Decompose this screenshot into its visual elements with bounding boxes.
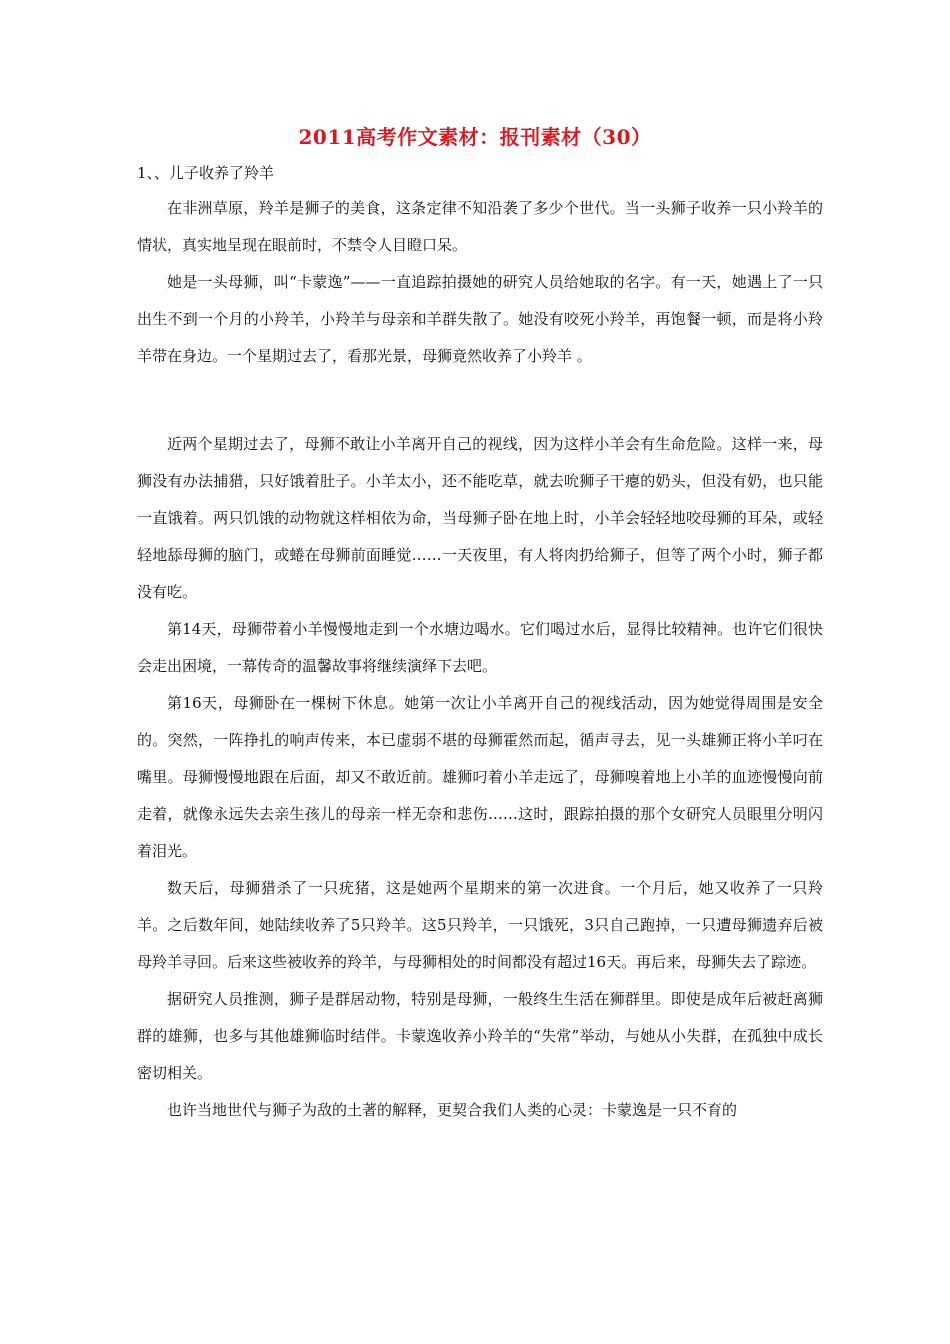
paragraph: 也许当地世代与狮子为敌的土著的解释，更契合我们人类的心灵：卡蒙逸是一只不育的 (167, 1101, 738, 1119)
section-heading: 1、、儿子收养了羚羊 (137, 164, 275, 182)
paragraph-block-1 (137, 190, 823, 375)
paragraph: 数天后，母狮猎杀了一只疣猪，这是她两个星期来的第一次进食。一个月后，她又收养了一只羚羊。之后数年间，她陆续收养了5只羚羊。这5只羚羊，一只饿死，3只自己跑掉，一只遭母狮遗弃后被母羚羊寻回。后来这些被收养的羚羊，与母狮相处的时间都没有超过16天。再后来，母狮失去了踪迹。 (137, 879, 823, 971)
paragraph: 她是一头母狮，叫“卡蒙逸”——一直追踪拍摄她的研究人员给她取的名字。有一天，她遇上了一只出生不到一个月的小羚羊，小羚羊与母亲和羊群失散了。她没有咬死小羚羊，再饱餐一顿，而是将小羚羊带在身边。一个星期过去了，看那光景，母狮竟然收养了小羚羊 。 (137, 273, 823, 365)
document-title: 2011高考作文素材：报刊素材（30） (298, 125, 652, 149)
paragraph-block-2 (137, 426, 823, 1129)
paragraph: 第14天，母狮带着小羊慢慢地走到一个水塘边喝水。它们喝过水后，显得比较精神。也许它们很快会走出困境，一幕传奇的温馨故事将继续演绎下去吧。 (137, 620, 823, 675)
paragraph: 据研究人员推测，狮子是群居动物，特别是母狮，一般终生生活在狮群里。即使是成年后被赶离狮群的雄狮，也多与其他雄狮临时结伴。卡蒙逸收养小羚羊的“失常”举动，与她从小失群，在孤独中成长密切相关。 (137, 990, 823, 1082)
paragraph: 第16天，母狮卧在一棵树下休息。她第一次让小羊离开自己的视线活动，因为她觉得周围是安全的。突然，一阵挣扎的响声传来，本已虚弱不堪的母狮霍然而起，循声寻去，见一头雄狮正将小羊叼在嘴里。母狮慢慢地跟在后面，却又不敢近前。雄狮叼着小羊走远了，母狮嗅着地上小羊的血迹慢慢向前走着，就像永远失去亲生孩儿的母亲一样无奈和悲伤……这时，跟踪拍摄的那个女研究人员眼里分明闪着泪光。 (137, 694, 823, 860)
paragraph: 近两个星期过去了，母狮不敢让小羊离开自己的视线，因为这样小羊会有生命危险。这样一来，母狮没有办法捕猎，只好饿着肚子。小羊太小，还不能吃草，就去吮狮子干瘪的奶头，但没有奶，也只能一直饿着。两只饥饿的动物就这样相依为命，当母狮子卧在地上时，小羊会轻轻地咬母狮的耳朵，或轻轻地舔母狮的脑门，或蜷在母狮前面睡觉……一天夜里，有人将肉扔给狮子，但等了两个小时，狮子都没有吃。 (137, 435, 823, 601)
paragraph: 在非洲草原，羚羊是狮子的美食，这条定律不知沿袭了多少个世代。当一头狮子收养一只小羚羊的情状，真实地呈现在眼前时，不禁令人目瞪口呆。 (137, 199, 823, 254)
